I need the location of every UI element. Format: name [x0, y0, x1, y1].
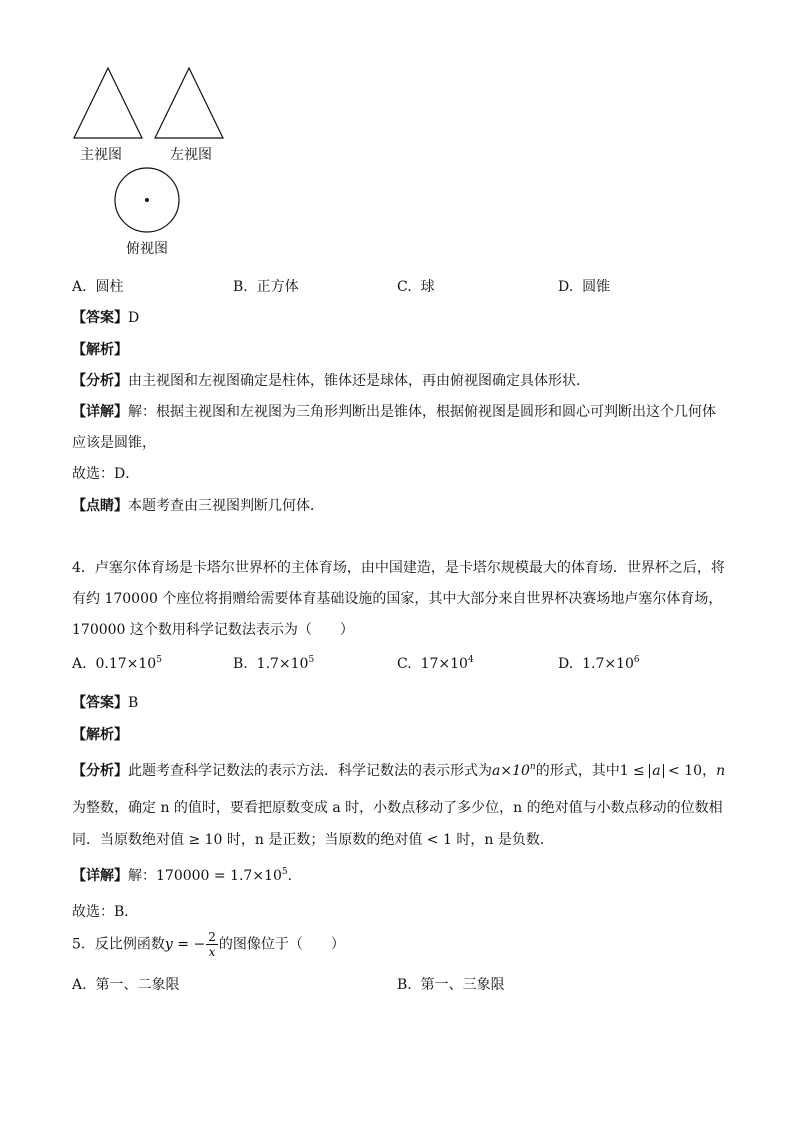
- q4-jiexi: 【解析】: [72, 727, 128, 743]
- q5-fraction: $\frac{2}{x}$: [208, 930, 216, 959]
- q3-xiangjie-line2: 应该是圆锥，: [72, 435, 156, 451]
- top-view-label: 俯视图: [126, 241, 168, 257]
- center-dot: [145, 198, 149, 202]
- q3-option-b: B. 正方体: [233, 279, 299, 295]
- q3-answer: 【答案】D: [72, 310, 140, 326]
- q5-stem: 5．反比例函数y = − $\frac{2}{x}$ 的图像位于（ ）: [72, 930, 345, 959]
- q3-option-a: A. 圆柱: [72, 279, 124, 295]
- q4-xiangjie: 【详解】解：$170000 = 1.7\times 10^5$．: [72, 867, 302, 884]
- q4-stem-line1: 4．卢塞尔体育场是卡塔尔世界杯的主体育场，由中国建造，是卡塔尔规模最大的体育场．世界杯之后，将: [72, 560, 725, 576]
- q4-guxuan: 故选：B．: [72, 904, 139, 920]
- top-view-circle: [111, 166, 183, 236]
- q4-answer: 【答案】B: [72, 695, 139, 711]
- q4-fenxi-line3: 同．当原数绝对值 ≥ 10 时，n 是正数；当原数的绝对值 < 1 时，n 是负数．: [72, 832, 554, 848]
- q4-option-a: A. $0.17\times 10^5$: [72, 655, 162, 672]
- q4-option-b: B. $1.7\times 10^5$: [233, 655, 315, 672]
- q4-option-d: D. $1.7\times 10^6$: [558, 655, 640, 672]
- q3-xiangjie-line1: 【详解】解：根据主视图和左视图为三角形判断出是锥体，根据俯视图是圆形和圆心可判断出这个几何体: [72, 404, 716, 420]
- q4-option-c: C. $17\times 10^4$: [397, 655, 474, 672]
- q3-dianjing: 【点睛】本题考查由三视图判断几何体．: [72, 498, 324, 514]
- q3-jiexi: 【解析】: [72, 342, 128, 358]
- q5-option-b: B. 第一、三象限: [397, 977, 505, 993]
- q3-fenxi: 【分析】由主视图和左视图确定是柱体，锥体还是球体，再由俯视图确定具体形状．: [72, 373, 590, 389]
- front-view-label: 主视图: [80, 147, 122, 163]
- q3-guxuan: 故选：D．: [72, 466, 140, 482]
- front-view-triangle: [72, 66, 144, 140]
- q4-fenxi-line2: 为整数，确定 n 的值时，要看把原数变成 a 时，小数点移动了多少位，n 的绝对值与小数点移动的位数相: [72, 800, 723, 816]
- q5-option-a: A. 第一、二象限: [72, 977, 180, 993]
- q4-stem-line3: 170000 这个数用科学记数法表示为（ ）: [72, 622, 354, 638]
- q4-fenxi-line1: 【分析】此题考查科学记数法的表示方法．科学记数法的表示形式为$a\times 10^n$的形式，其中1 ≤ a < 10，n: [72, 762, 726, 779]
- left-view-label: 左视图: [170, 147, 212, 163]
- left-view-triangle: [153, 66, 225, 140]
- q4-stem-line2: 有约 170000 个座位将捐赠给需要体育基础设施的国家，其中大部分来自世界杯决赛场地卢塞尔体育场，: [72, 591, 723, 607]
- q3-option-d: D. 圆锥: [558, 279, 611, 295]
- q3-option-c: C. 球: [397, 279, 435, 295]
